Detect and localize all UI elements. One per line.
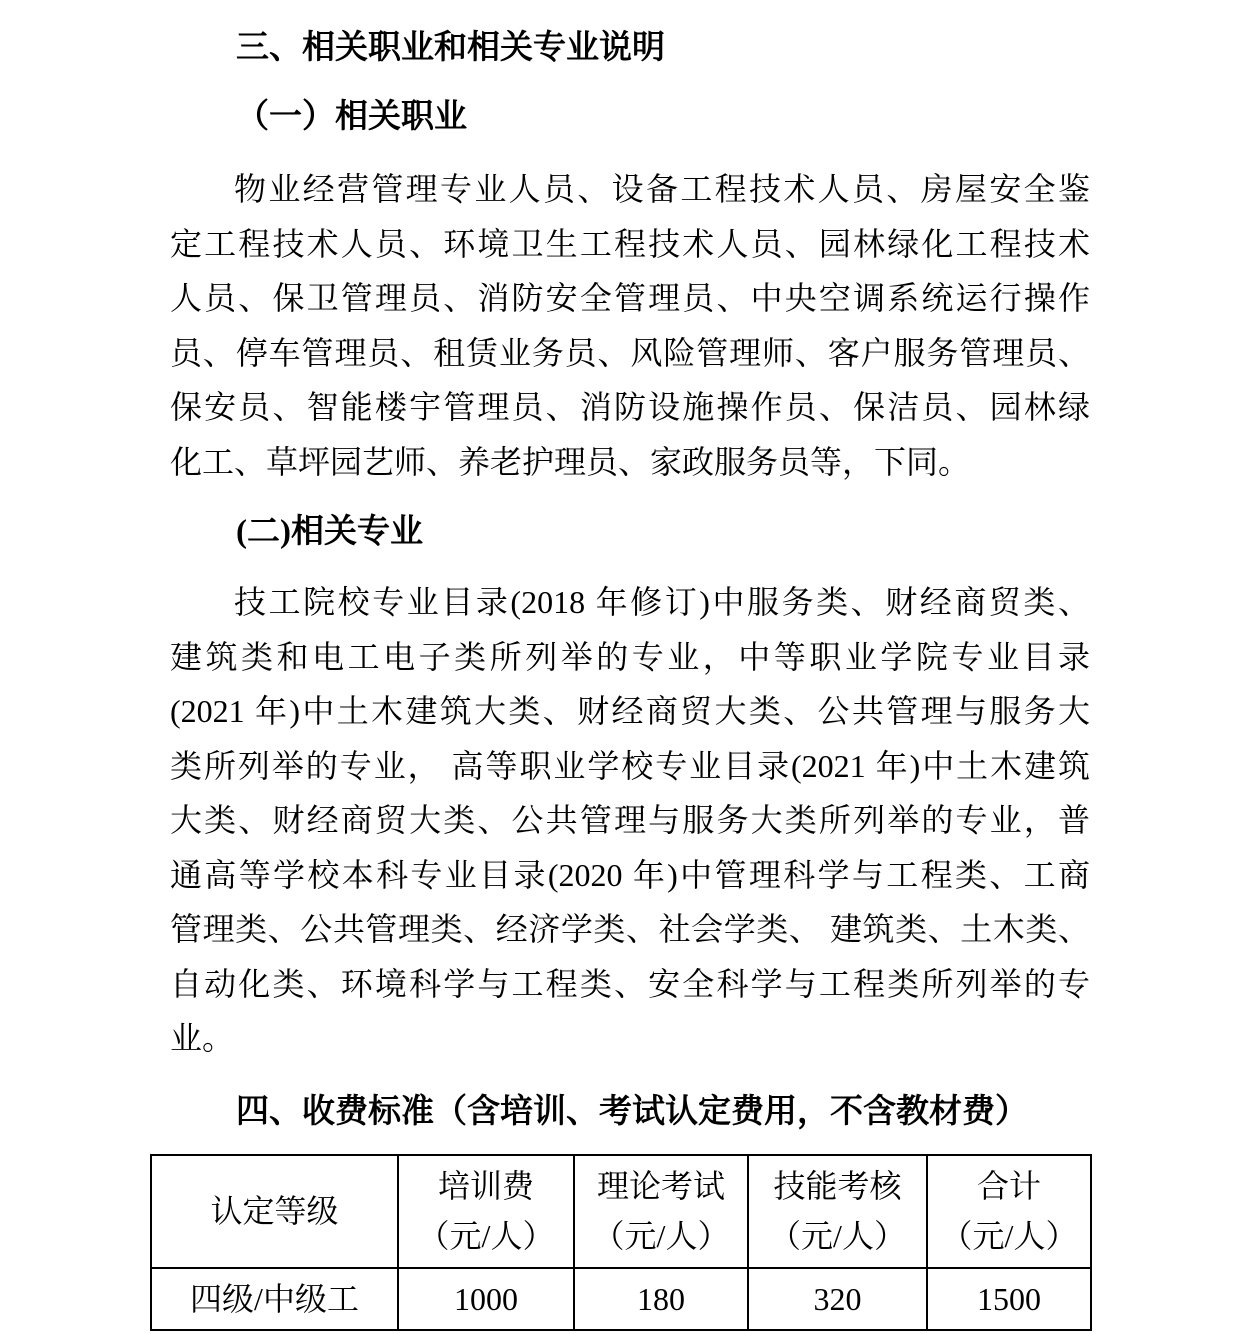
header-cell-training-fee [398,1155,574,1268]
subsection1-heading: （一）相关职业 [236,99,467,135]
header-cell-level [151,1155,398,1268]
text-line: 员、停车管理员、租赁业务员、风险管理师、客户服务管理员、 [170,334,1090,371]
fee-table [150,1154,1092,1331]
text-line: 通高等学校本科专业目录(2020 年)中管理科学与工程类、工商 [170,856,1090,893]
cell-skill-assessment: 320 [748,1268,927,1330]
cell-theory-exam: 180 [574,1268,748,1330]
text-line: 业。 [170,1020,235,1056]
text-line: (2021 年)中土木建筑大类、财经商贸大类、公共管理与服务大 [170,693,1090,729]
fee-table-row [151,1268,1091,1330]
section3-heading: 三、相关职业和相关专业说明 [236,28,665,65]
header-line: （元/人） [769,1218,906,1254]
section4-heading: 四、收费标准（含培训、考试认定费用，不含教材费） [236,1091,1028,1129]
text-line: 类所列举的专业， 高等职业学校专业目录(2021 年)中土木建筑 [170,747,1090,784]
cell-training-fee: 1000 [398,1268,574,1330]
text-line: 大类、财经商贸大类、公共管理与服务大类所列举的专业，普 [170,802,1090,838]
text-line: 建筑类和电工电子类所列举的专业，中等职业学院专业目录 [170,638,1090,675]
header-line: 培训费 [437,1168,534,1204]
cell-level: 四级/中级工 [151,1268,398,1330]
cell-total: 1500 [927,1268,1091,1330]
text-line: 管理类、公共管理类、经济学类、社会学类、 建筑类、土木类、 [170,911,1090,947]
text-line: 保安员、智能楼宇管理员、消防设施操作员、保洁员、园林绿 [170,389,1090,425]
header-line: （元/人） [417,1218,555,1254]
text-line: 人员、保卫管理员、消防安全管理员、中央空调系统运行操作 [170,280,1090,316]
header-cell-theory-exam [574,1155,748,1268]
text-line: 技工院校专业目录(2018 年修订)中服务类、财经商贸类、 [234,584,1090,620]
majors-paragraph [170,575,1090,1066]
text-line: 定工程技术人员、环境卫生工程技术人员、园林绿化工程技术 [170,225,1090,262]
header-line: （元/人） [592,1218,730,1254]
occupations-paragraph [170,162,1090,489]
header-cell-skill-assessment [748,1155,927,1268]
header-line: 合计 [976,1168,1041,1204]
header-line: 技能考核 [773,1168,902,1204]
subsection2-heading: (二)相关专业 [236,514,423,550]
header-line: （元/人） [940,1218,1078,1254]
text-line: 自动化类、环境科学与工程类、安全科学与工程类所列举的专 [170,965,1090,1002]
header-line: 认定等级 [210,1193,339,1229]
header-line: 理论考试 [596,1168,725,1204]
fee-table-header-row [151,1155,1091,1268]
header-cell-total [927,1155,1091,1268]
text-line: 化工、草坪园艺师、养老护理员、家政服务员等，下同。 [170,443,971,480]
text-line: 物业经营管理专业人员、设备工程技术人员、房屋安全鉴 [234,171,1090,207]
